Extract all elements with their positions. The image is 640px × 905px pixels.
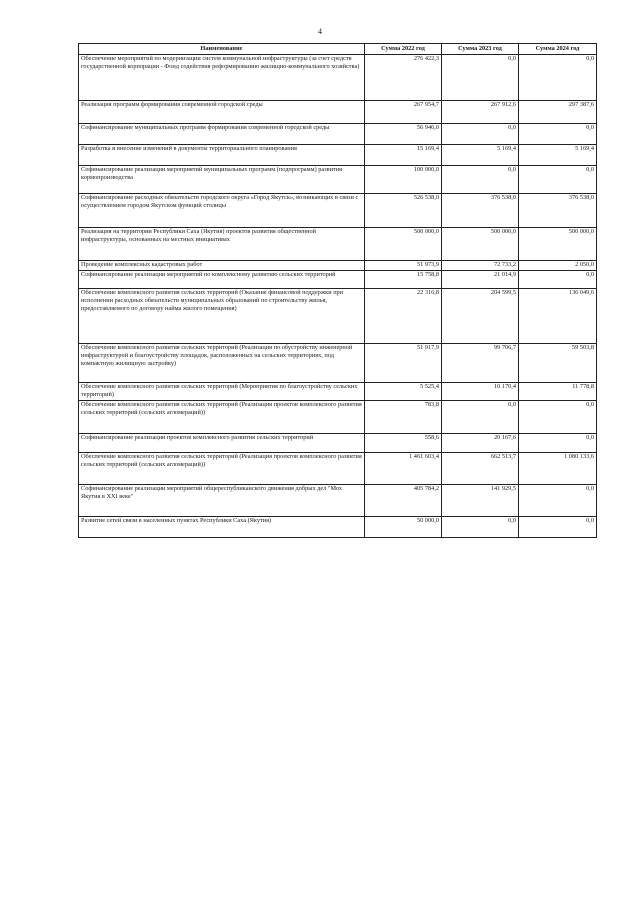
row-value-2022: 15 169,4 <box>365 145 442 166</box>
row-value-2024: 59 503,8 <box>519 344 597 383</box>
table-row <box>79 261 597 271</box>
row-value-2023: 0,0 <box>442 124 519 145</box>
row-value-2023: 141 929,5 <box>442 485 519 517</box>
row-value-2022: 5 525,4 <box>365 383 442 401</box>
row-value-2022: 405 784,2 <box>365 485 442 517</box>
row-value-2022: 500 000,0 <box>365 228 442 261</box>
page-number: 4 <box>318 27 322 36</box>
row-value-2023: 21 014,9 <box>442 271 519 289</box>
row-name: Обеспечение комплексного развития сельских территорий (Реализация по обустройству инженерной инфраструктурой и благоустройству площадок, расположенных на сельских территориях, под компактную жилищную застройку) <box>79 344 365 383</box>
row-value-2022: 526 538,0 <box>365 194 442 228</box>
row-value-2023: 0,0 <box>442 401 519 434</box>
table-row <box>79 289 597 344</box>
table-row <box>79 228 597 261</box>
row-value-2023: 10 170,4 <box>442 383 519 401</box>
row-value-2022: 22 316,8 <box>365 289 442 344</box>
table-row <box>79 124 597 145</box>
row-value-2023: 99 706,7 <box>442 344 519 383</box>
table-row <box>79 401 597 434</box>
row-value-2022: 15 758,8 <box>365 271 442 289</box>
row-value-2024: 0,0 <box>519 517 597 538</box>
table-row <box>79 55 597 101</box>
budget-table <box>78 43 597 538</box>
row-value-2022: 276 422,3 <box>365 55 442 101</box>
table-row <box>79 453 597 485</box>
row-name: Реализация программ формирования современной городской среды <box>79 101 365 124</box>
row-value-2024: 0,0 <box>519 55 597 101</box>
row-value-2022: 1 461 603,4 <box>365 453 442 485</box>
row-value-2023: 204 599,5 <box>442 289 519 344</box>
row-value-2024: 0,0 <box>519 401 597 434</box>
row-value-2022: 267 954,7 <box>365 101 442 124</box>
row-name: Софинансирование расходных обязательств городского округа «Город Якутск», возникающих в связи с осуществлением городом Якутском функций столицы <box>79 194 365 228</box>
table-row <box>79 383 597 401</box>
row-name: Софинансирование реализации проектов комплексного развития сельских территорий <box>79 434 365 453</box>
table-row <box>79 344 597 383</box>
table-row <box>79 485 597 517</box>
row-name: Обеспечение мероприятий по модернизации систем коммунальной инфраструктуры (за счет средств государственной корпорации - Фонд содействия реформированию жилищно-коммунального хозяйства) <box>79 55 365 101</box>
row-name: Разработка и внесение изменений в документы территориального планирования <box>79 145 365 166</box>
row-name: Развитие сетей связи в населенных пунктах Республики Саха (Якутия) <box>79 517 365 538</box>
column-header-2022: Сумма 2022 год <box>365 44 442 55</box>
row-value-2024: 2 050,0 <box>519 261 597 271</box>
row-name: Софинансирование реализации мероприятий муниципальных программ (подпрограмм) развития кормопроизводства <box>79 166 365 194</box>
row-value-2024: 136 049,6 <box>519 289 597 344</box>
row-value-2024: 376 538,0 <box>519 194 597 228</box>
row-value-2022: 51 917,9 <box>365 344 442 383</box>
row-name: Обеспечение комплексного развития сельских территорий (Оказание финансовой поддержки при исполнении расходных обязательств муниципальных образований по строительству жилья, предоставляемого по договору найма жилого помещения) <box>79 289 365 344</box>
row-value-2023: 0,0 <box>442 166 519 194</box>
row-name: Проведение комплексных кадастровых работ <box>79 261 365 271</box>
row-value-2024: 0,0 <box>519 485 597 517</box>
column-header-2023: Сумма 2023 год <box>442 44 519 55</box>
row-value-2023: 5 169,4 <box>442 145 519 166</box>
table-row <box>79 101 597 124</box>
table-row <box>79 166 597 194</box>
row-name: Обеспечение комплексного развития сельских территорий (Мероприятия по благоустройству сельских территорий) <box>79 383 365 401</box>
column-header-2024: Сумма 2024 год <box>519 44 597 55</box>
row-value-2023: 20 167,6 <box>442 434 519 453</box>
row-value-2024: 0,0 <box>519 124 597 145</box>
row-name: Софинансирование реализации мероприятий общереспубликанского движения добрых дел "Мох Якутия в XXI веке" <box>79 485 365 517</box>
column-header-name: Наименование <box>79 44 365 55</box>
row-value-2023: 72 733,2 <box>442 261 519 271</box>
row-value-2023: 0,0 <box>442 55 519 101</box>
row-value-2023: 0,0 <box>442 517 519 538</box>
table-row <box>79 434 597 453</box>
row-name: Обеспечение комплексного развития сельских территорий (Реализация проектов комплексного развития сельских территорий (сельских агломераций)) <box>79 401 365 434</box>
row-name: Обеспечение комплексного развития сельских территорий (Реализация проектов комплексного развития сельских территорий (сельских агломераций)) <box>79 453 365 485</box>
row-value-2022: 100 000,0 <box>365 166 442 194</box>
row-value-2024: 5 169,4 <box>519 145 597 166</box>
row-name: Софинансирование реализации мероприятий по комплексному развитию сельских территорий <box>79 271 365 289</box>
table-row <box>79 145 597 166</box>
row-value-2024: 0,0 <box>519 271 597 289</box>
row-value-2022: 50 000,0 <box>365 517 442 538</box>
row-value-2023: 267 912,6 <box>442 101 519 124</box>
row-value-2024: 0,0 <box>519 434 597 453</box>
row-value-2024: 1 080 133,6 <box>519 453 597 485</box>
row-value-2022: 558,6 <box>365 434 442 453</box>
row-value-2022: 56 946,0 <box>365 124 442 145</box>
row-value-2024: 11 778,8 <box>519 383 597 401</box>
row-value-2023: 376 538,0 <box>442 194 519 228</box>
row-value-2024: 297 387,6 <box>519 101 597 124</box>
row-value-2022: 783,8 <box>365 401 442 434</box>
row-name: Софинансирование муниципальных программ формирования современной городской среды <box>79 124 365 145</box>
row-value-2022: 51 973,9 <box>365 261 442 271</box>
table-row <box>79 517 597 538</box>
row-value-2024: 0,0 <box>519 166 597 194</box>
row-value-2024: 500 000,0 <box>519 228 597 261</box>
row-value-2023: 662 513,7 <box>442 453 519 485</box>
row-value-2023: 500 000,0 <box>442 228 519 261</box>
table-row <box>79 271 597 289</box>
row-name: Реализация на территории Республики Саха (Якутия) проектов развития общественной инфраструктуры, основанных на местных инициативах <box>79 228 365 261</box>
table-header-row <box>79 44 597 55</box>
table-row <box>79 194 597 228</box>
